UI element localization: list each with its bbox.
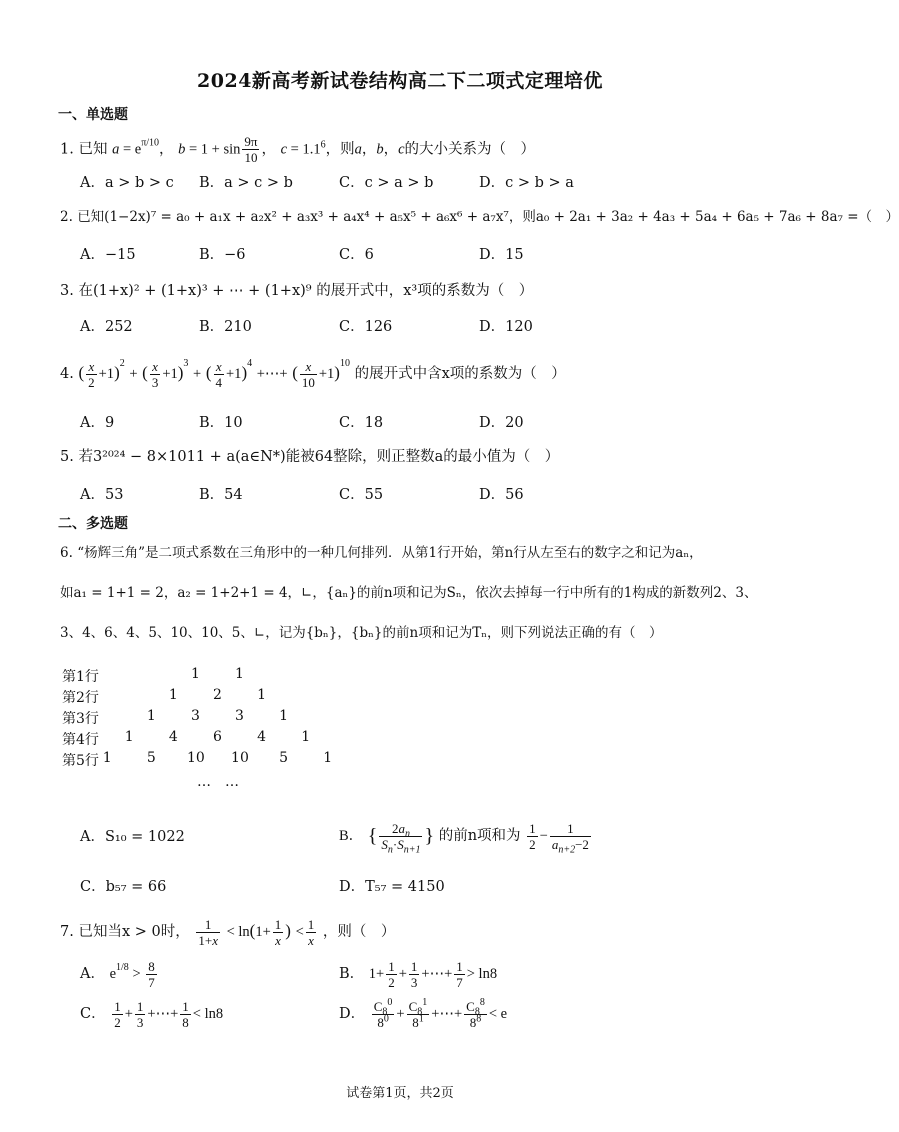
question-3 — [60, 280, 533, 302]
triangle-number: 1 — [235, 666, 244, 682]
triangle-number: 6 — [213, 729, 222, 745]
triangle-number: 1 — [124, 729, 134, 745]
question-number: 2. — [60, 209, 73, 225]
triangle-number: 4 — [168, 729, 178, 745]
question-6-line-1 — [60, 542, 703, 564]
q6-option-b-text: 的前n项和为 — [438, 828, 521, 844]
q1-option-b: B．a > c > b — [199, 175, 293, 191]
question-1: 1. 已知 $a = e^{\pi/10}$， b = 1 + sin $\frac{9\pi}{10}$ ， $c = 1.1^6$，则a，b，c的大小关系为（ ） — [60, 134, 536, 165]
q2-option-d: D．15 — [479, 247, 524, 263]
triangle-number: 1 — [279, 708, 289, 724]
question-number: 6. — [60, 545, 73, 561]
q6-option-b: B． { $\frac{2a_n}{S_n\cdot S_{n+1}}$ } 的前n项和为 $\frac{1}{2}$ − $\frac{1}{a_{n+2}-2}$ — [339, 820, 589, 856]
question-6-line-2: 如a₁ = 1+1 = 2，a₂ = 1+2+1 = 4，∟，{aₙ}的前n项和记为Sₙ，依次去掉每一行中所有的1构成的新数列2、3、 — [60, 585, 758, 601]
triangle-number: 1 — [168, 687, 178, 703]
q7-option-b: B． 1+ $\frac{1}{2}$ + $\frac{1}{3}$ +⋯+ $\frac{1}{7}$ > ln8 — [339, 958, 498, 990]
question-number: 5. — [60, 449, 74, 465]
triangle-row-label: 第2行 — [62, 690, 99, 706]
question-number: 4. — [60, 366, 74, 382]
question-7: 7. 已知当x > 0时， $\frac{1}{1+x}$ < ln(1+ $\frac{1}{x}$ ) < $\frac{1}{x}$ ，则（ ） — [60, 916, 396, 948]
q5-option-d: D．56 — [479, 487, 524, 503]
question-7-text: 已知当x > 0时， — [78, 924, 190, 940]
q3-option-b: B．210 — [199, 319, 252, 335]
question-4-text: 的展开式中含x项的系数为（ ） — [354, 366, 566, 382]
page-title: 2024新高考新试卷结构高二下二项式定理培优 — [197, 70, 603, 92]
q3-option-d: D．120 — [479, 319, 533, 335]
q2-option-b: B．−6 — [199, 247, 246, 263]
q7-option-a: A． $e^{1/8}$ > $\frac{8}{7}$ — [80, 958, 155, 990]
yang-hui-triangle — [62, 666, 362, 796]
question-5 — [60, 446, 559, 468]
q4-option-a: A．9 — [80, 415, 115, 431]
q5-option-a: A．53 — [80, 487, 124, 503]
triangle-number: 1 — [146, 708, 156, 724]
question-number: 7. — [60, 924, 74, 940]
triangle-row-label: 第4行 — [62, 732, 99, 748]
triangle-row-label: 第1行 — [62, 669, 99, 685]
q1-option-c: C．c > a > b — [339, 175, 434, 191]
triangle-number: 4 — [257, 729, 267, 745]
triangle-row-label: 第3行 — [62, 711, 99, 727]
question-1-pre: 已知 — [78, 141, 108, 158]
q5-option-c: C．55 — [339, 487, 384, 503]
triangle-ellipsis: … … — [197, 774, 239, 790]
q7-option-c: C． $\frac{1}{2}$ + $\frac{1}{3}$ +⋯+ $\frac{1}{8}$ < ln8 — [80, 998, 224, 1030]
question-number: 1. — [60, 141, 74, 158]
q2-option-c: C．6 — [339, 247, 374, 263]
question-7-tail: ，则（ ） — [322, 924, 396, 940]
q6-option-d: D．T₅₇ = 4150 — [339, 879, 445, 895]
triangle-number: 1 — [323, 750, 333, 766]
q4-option-b: B．10 — [199, 415, 243, 431]
page-footer: 试卷第1页，共2页 — [346, 1086, 454, 1101]
q7-option-b-label: B． — [339, 966, 365, 982]
question-6-text-1: “杨辉三角”是二项式系数在三角形中的一种几何排列．从第1行开始，第n行从左至右的数字之和记为aₙ， — [77, 545, 703, 561]
triangle-number: 10 — [186, 750, 205, 766]
q2-option-a: A．−15 — [80, 247, 136, 263]
section-single-choice: 一、单选题 — [58, 107, 128, 123]
q1-option-a: A．a > b > c — [80, 175, 174, 191]
triangle-number: 1 — [257, 687, 267, 703]
q3-option-c: C．126 — [339, 319, 393, 335]
triangle-number: 3 — [235, 708, 244, 724]
question-3-text: 在(1+x)² + (1+x)³ + ⋯ + (1+x)⁹ 的展开式中，x³项的系数为（ ） — [78, 283, 534, 299]
triangle-number: 3 — [190, 708, 200, 724]
triangle-number: 1 — [102, 750, 112, 766]
q5-option-b: B．54 — [199, 487, 243, 503]
q6-option-a-text: A．S₁₀ = 1022 — [80, 829, 185, 845]
question-2-text: 已知(1−2x)⁷ = a₀ + a₁x + a₂x² + a₃x³ + a₄x⁴ + a₅x⁵ + a₆x⁶ + a₇x⁷，则a₀ + 2a₁ + 3a₂ + 4a₃ + 5a₄ + 6a₅ + 7a₆ + 8a₇ =（ ） — [77, 209, 899, 225]
q7-option-c-label: C． — [80, 1006, 106, 1022]
triangle-number: 5 — [279, 750, 289, 766]
triangle-number: 10 — [231, 750, 249, 766]
triangle-number: 5 — [146, 750, 156, 766]
q3-option-a: A．252 — [80, 319, 133, 335]
q1-option-d: D．c > b > a — [479, 175, 574, 191]
q6-option-c: C．b₅₇ = 66 — [80, 879, 167, 895]
q7-option-d-label: D． — [339, 1006, 366, 1022]
triangle-number: 2 — [213, 687, 222, 703]
triangle-row-label: 第5行 — [62, 753, 99, 769]
q7-option-d: D． $\frac{C_8^0}{8^0}$ + $\frac{C_8^1}{8^1}$ +⋯+ $\frac{C_8^8}{8^8}$ < e — [339, 996, 508, 1030]
section-multi-choice: 二、多选题 — [58, 516, 128, 532]
question-6-line-3: 3、4、6、4、5、10、10、5、∟，记为{bₙ}，{bₙ}的前n项和记为Tₙ，则下列说法正确的有（ ） — [60, 625, 663, 641]
q4-option-c: C．18 — [339, 415, 384, 431]
q7-option-a-label: A． — [80, 966, 105, 982]
q4-option-d: D．20 — [479, 415, 524, 431]
question-4: 4. ( $\frac{x}{2}$ +1)$^2$ + ( $\frac{x}{3}$ +1)$^3$ + ( $\frac{x}{4}$ +1)$^4$ +⋯+ ( $\frac{x}{10}$ +1)$^{10}$ 的展开式中含x项的系数为（ ） — [60, 358, 566, 390]
q6-option-a — [80, 826, 185, 848]
question-5-text: 若3²⁰²⁴ − 8×1011 + a(a∈N*)能被64整除，则正整数a的最小值为（ ） — [78, 449, 560, 465]
triangle-number: 1 — [190, 666, 200, 682]
triangle-number: 1 — [301, 729, 311, 745]
question-number: 3. — [60, 283, 74, 299]
question-2 — [60, 206, 899, 228]
